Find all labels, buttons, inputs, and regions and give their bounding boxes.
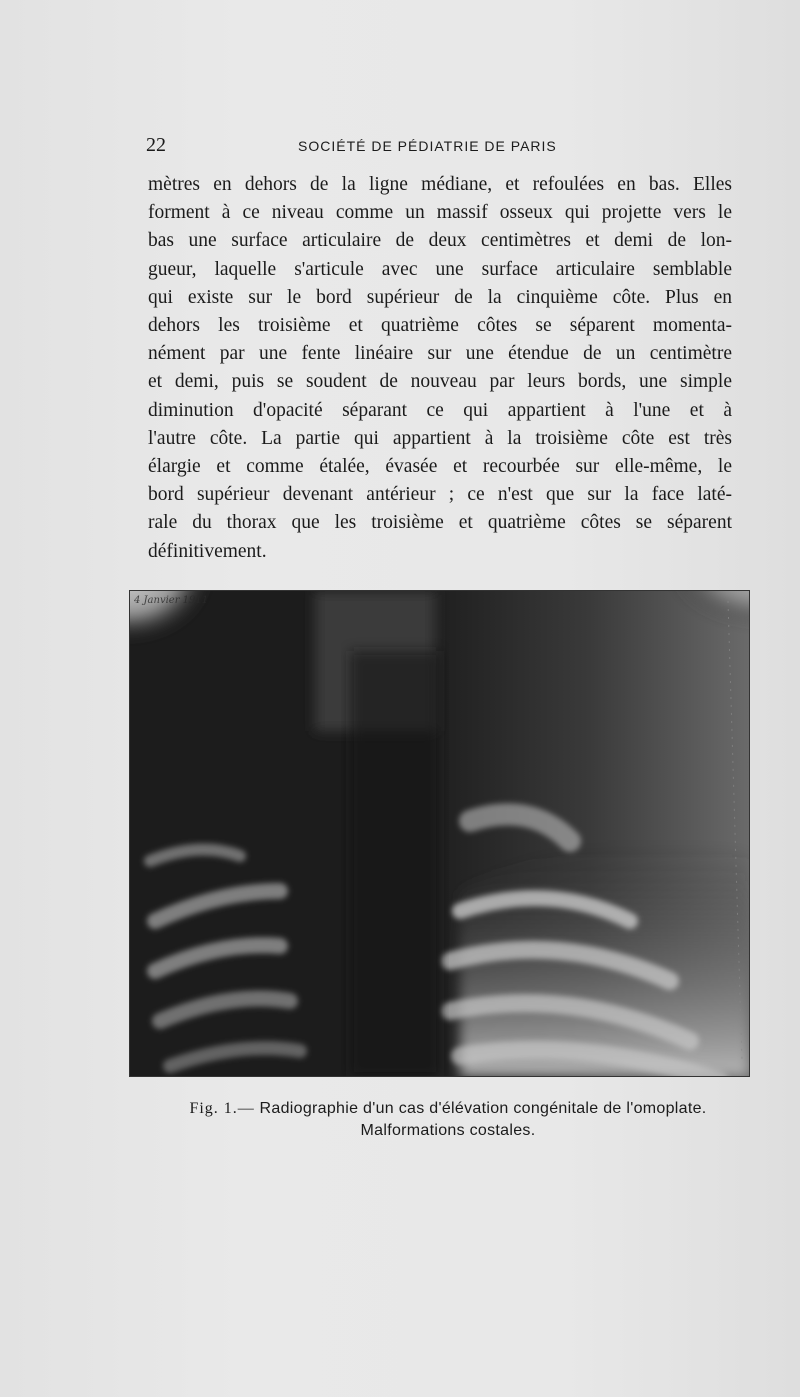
figure-caption bbox=[148, 1098, 748, 1142]
text-line: nément par une fente linéaire sur une étendue de un centimètre bbox=[148, 343, 732, 365]
handwritten-date-note: 4 Janvier 1911 bbox=[134, 595, 209, 606]
text-line: gueur, laquelle s'articule avec une surface articulaire semblable bbox=[148, 258, 732, 280]
text-line: élargie et comme étalée, évasée et recourbée sur elle-même, le bbox=[148, 456, 732, 478]
text-line: bord supérieur devenant antérieur ; ce n'est que sur la face laté- bbox=[148, 484, 732, 506]
running-head bbox=[146, 134, 741, 158]
journal-title: SOCIÉTÉ DE PÉDIATRIE DE PARIS bbox=[298, 138, 557, 154]
caption-line-2: Malformations costales. bbox=[360, 1122, 536, 1139]
text-line: forment à ce niveau comme un massif osseux qui projette vers le bbox=[148, 202, 732, 224]
text-line: l'autre côte. La partie qui appartient à la troisième côte est très bbox=[148, 427, 732, 449]
text-line: définitivement. bbox=[148, 540, 267, 562]
text-line: diminution d'opacité séparant ce qui appartient à l'une et à bbox=[148, 399, 732, 421]
radiograph-image bbox=[130, 591, 749, 1076]
text-line: mètres en dehors de la ligne médiane, et refoulées en bas. Elles bbox=[148, 174, 732, 195]
text-line: et demi, puis se soudent de nouveau par leurs bords, une simple bbox=[148, 371, 732, 393]
text-line: rale du thorax que les troisième et quatrième côtes se séparent bbox=[148, 512, 732, 534]
text-line: dehors les troisième et quatrième côtes se séparent momenta- bbox=[148, 315, 732, 337]
figure-label: Fig. 1.— bbox=[189, 1100, 255, 1117]
page-number: 22 bbox=[146, 134, 166, 156]
caption-line-1: Radiographie d'un cas d'élévation congénitale de l'omoplate. bbox=[259, 1100, 707, 1117]
text-line: qui existe sur le bord supérieur de la cinquième côte. Plus en bbox=[148, 286, 732, 308]
body-paragraph bbox=[148, 171, 732, 566]
text-line: bas une surface articulaire de deux centimètres et demi de lon- bbox=[148, 230, 732, 252]
radiograph-figure bbox=[129, 590, 750, 1077]
